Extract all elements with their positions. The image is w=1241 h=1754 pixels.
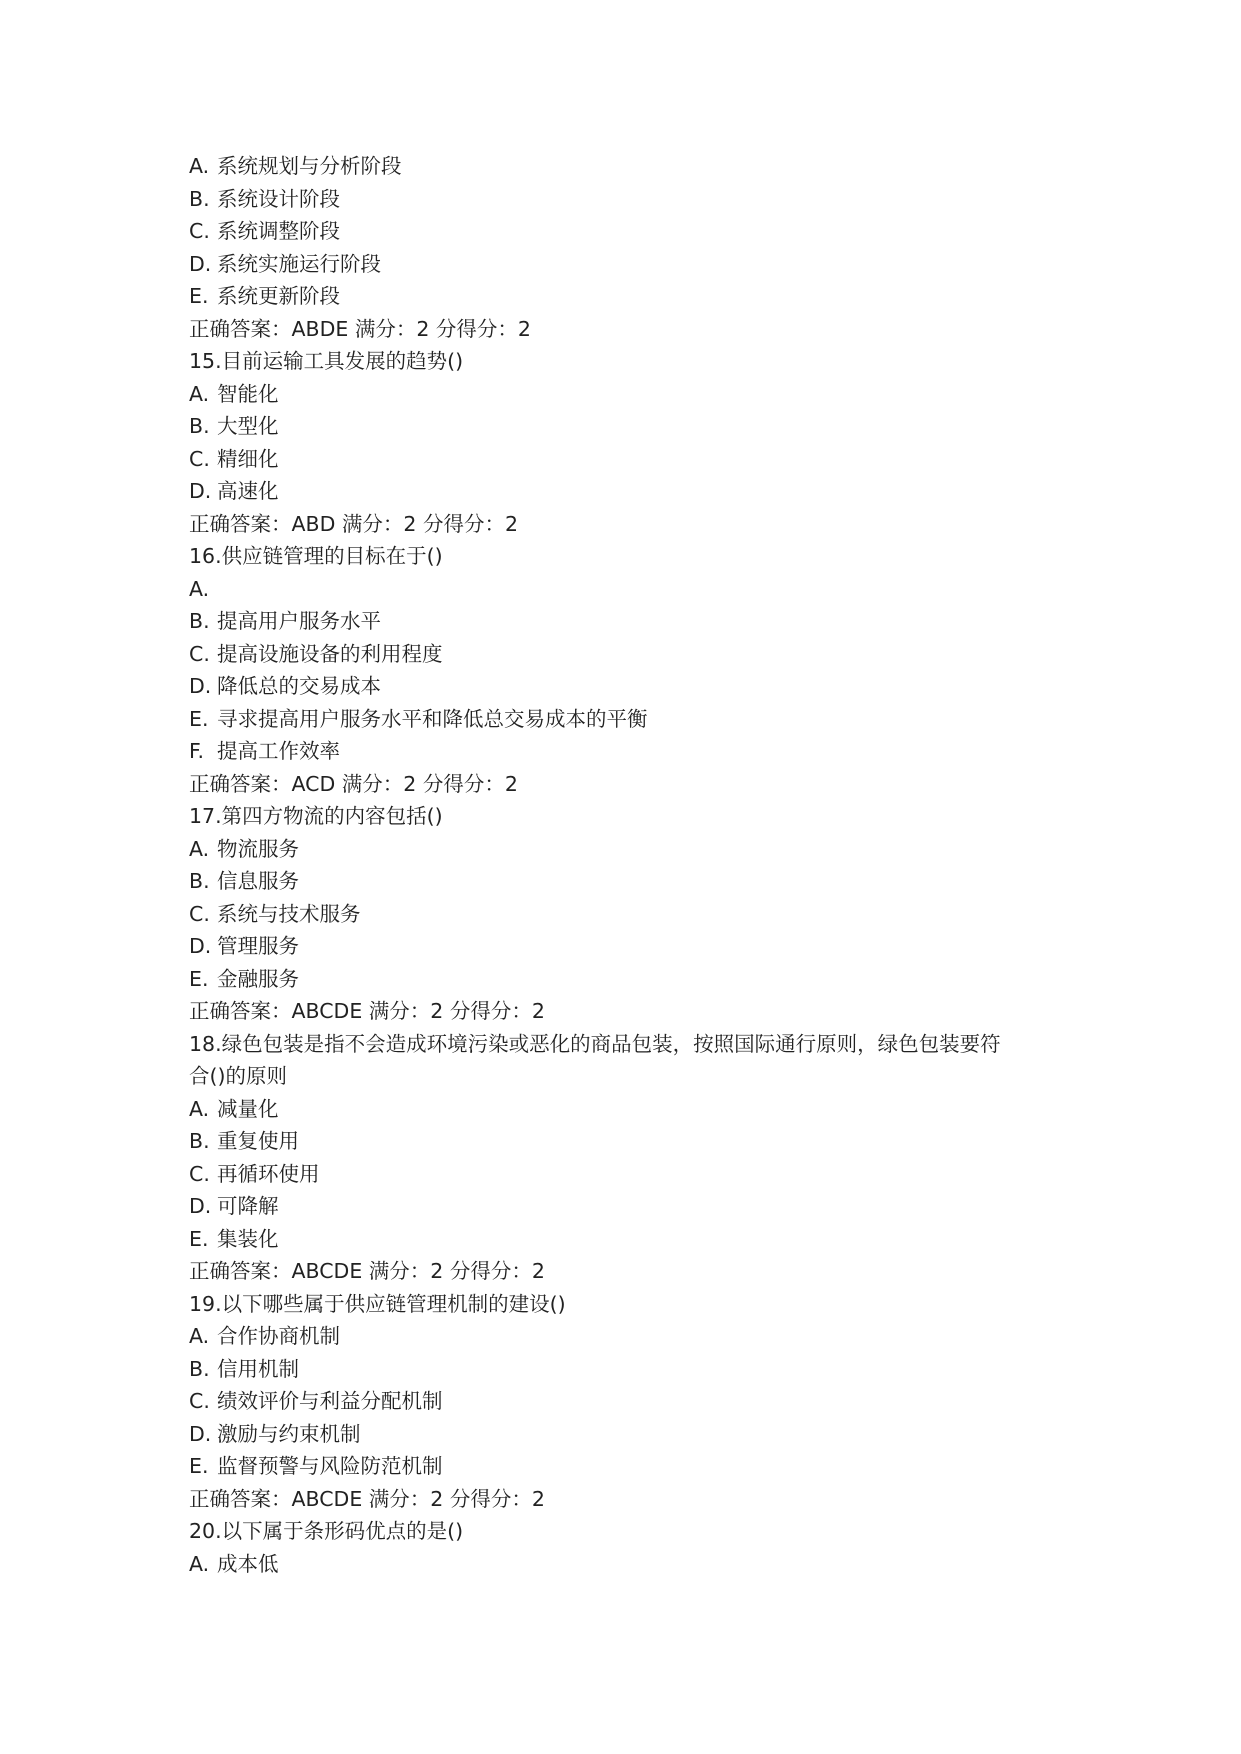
option-line [189,248,1069,281]
option-line [189,1385,1069,1418]
option-text: 系统调整阶段 [217,219,340,243]
option-letter: C. [189,901,210,926]
option-letter: F. [189,739,205,763]
option-letter: C. [189,1161,210,1186]
option-letter: D. [189,674,212,698]
option-text: 系统与技术服务 [217,901,361,926]
option-line [189,150,1069,183]
option-line [189,378,1069,411]
option-text: 系统更新阶段 [217,284,340,308]
option-text: 提高设施设备的利用程度 [217,641,443,666]
option-letter: D. [189,251,212,276]
option-line [189,410,1069,443]
answer-line: 正确答案：ACD 满分：2 分得分：2 [189,771,518,796]
question-stem: 15.目前运输工具发展的趋势() [189,349,464,373]
option-letter: C. [189,641,210,666]
option-text: 监督预警与风险防范机制 [217,1454,443,1478]
option-letter: D. [189,1194,212,1218]
option-text: 信用机制 [217,1356,299,1381]
option-line [189,638,1069,671]
option-line [189,833,1069,866]
option-text: 再循环使用 [217,1161,320,1186]
option-letter: B. [189,186,210,211]
question-stem: 16.供应链管理的目标在于() [189,544,443,568]
question-stem: 合()的原则 [189,1064,287,1088]
question-stem: 17.第四方物流的内容包括() [189,804,443,828]
option-line [189,1093,1069,1126]
option-line [189,735,1069,768]
option-line [189,963,1069,996]
answer-line: 正确答案：ABDE 满分：2 分得分：2 [189,316,531,341]
option-text: 可降解 [217,1194,279,1218]
question-stem: 20.以下属于条形码优点的是() [189,1519,464,1543]
option-letter: D. [189,479,212,503]
option-letter: B. [189,1129,210,1153]
option-text: 系统规划与分析阶段 [217,154,402,178]
option-text: 管理服务 [217,934,299,958]
option-line [189,605,1069,638]
option-text: 信息服务 [217,869,299,893]
option-text: 金融服务 [217,966,299,991]
answer-line: 正确答案：ABCDE 满分：2 分得分：2 [189,999,545,1023]
option-line [189,1158,1069,1191]
option-line [189,1353,1069,1386]
option-line [189,1548,1069,1581]
option-text: 降低总的交易成本 [217,674,381,698]
option-line [189,443,1069,476]
option-line [189,670,1069,703]
option-letter: D. [189,934,212,958]
option-line [189,1125,1069,1158]
option-letter: A. [189,1096,210,1121]
question-stem: 19.以下哪些属于供应链管理机制的建设() [189,1291,566,1316]
option-line [189,1450,1069,1483]
option-text: 重复使用 [217,1129,299,1153]
option-letter: D. [189,1421,212,1446]
document-body [189,150,1069,1580]
option-letter: A. [189,836,210,861]
option-line [189,573,1069,606]
option-line [189,865,1069,898]
option-line [189,1190,1069,1223]
option-letter: C. [189,1389,210,1413]
option-letter: A. [189,576,210,601]
option-letter: B. [189,1356,210,1381]
option-line [189,703,1069,736]
option-letter: C. [189,446,210,471]
option-text: 减量化 [217,1096,279,1121]
option-text: 提高用户服务水平 [217,609,381,633]
option-text: 精细化 [217,446,279,471]
option-line [189,1418,1069,1451]
option-text: 系统实施运行阶段 [217,251,381,276]
option-text: 激励与约束机制 [217,1421,361,1446]
option-letter: B. [189,414,210,438]
option-letter: B. [189,609,210,633]
option-text: 系统设计阶段 [217,186,340,211]
option-line [189,898,1069,931]
option-letter: A. [189,1551,210,1576]
option-line [189,183,1069,216]
option-letter: E. [189,706,209,731]
option-letter: E. [189,284,209,308]
answer-line: 正确答案：ABCDE 满分：2 分得分：2 [189,1486,545,1511]
option-letter: A. [189,154,210,178]
option-text: 绩效评价与利益分配机制 [217,1389,443,1413]
option-line [189,930,1069,963]
option-letter: E. [189,966,209,991]
option-line [189,215,1069,248]
option-text: 成本低 [217,1551,279,1576]
option-line [189,280,1069,313]
option-letter: E. [189,1454,209,1478]
option-line [189,475,1069,508]
option-text: 提高工作效率 [217,739,340,763]
answer-line: 正确答案：ABD 满分：2 分得分：2 [189,511,518,536]
question-stem: 18.绿色包装是指不会造成环境污染或恶化的商品包装，按照国际通行原则，绿色包装要符 [189,1031,1001,1056]
option-text: 智能化 [217,381,279,406]
option-text: 合作协商机制 [217,1324,340,1348]
option-letter: B. [189,869,210,893]
answer-line: 正确答案：ABCDE 满分：2 分得分：2 [189,1259,545,1283]
option-text: 集装化 [217,1226,279,1251]
option-letter: C. [189,219,210,243]
option-letter: E. [189,1226,209,1251]
option-letter: A. [189,381,210,406]
option-line [189,1223,1069,1256]
option-text: 物流服务 [217,836,299,861]
option-line [189,1320,1069,1353]
option-letter: A. [189,1324,210,1348]
option-text: 大型化 [217,414,279,438]
option-text: 寻求提高用户服务水平和降低总交易成本的平衡 [217,706,648,731]
option-text: 高速化 [217,479,279,503]
